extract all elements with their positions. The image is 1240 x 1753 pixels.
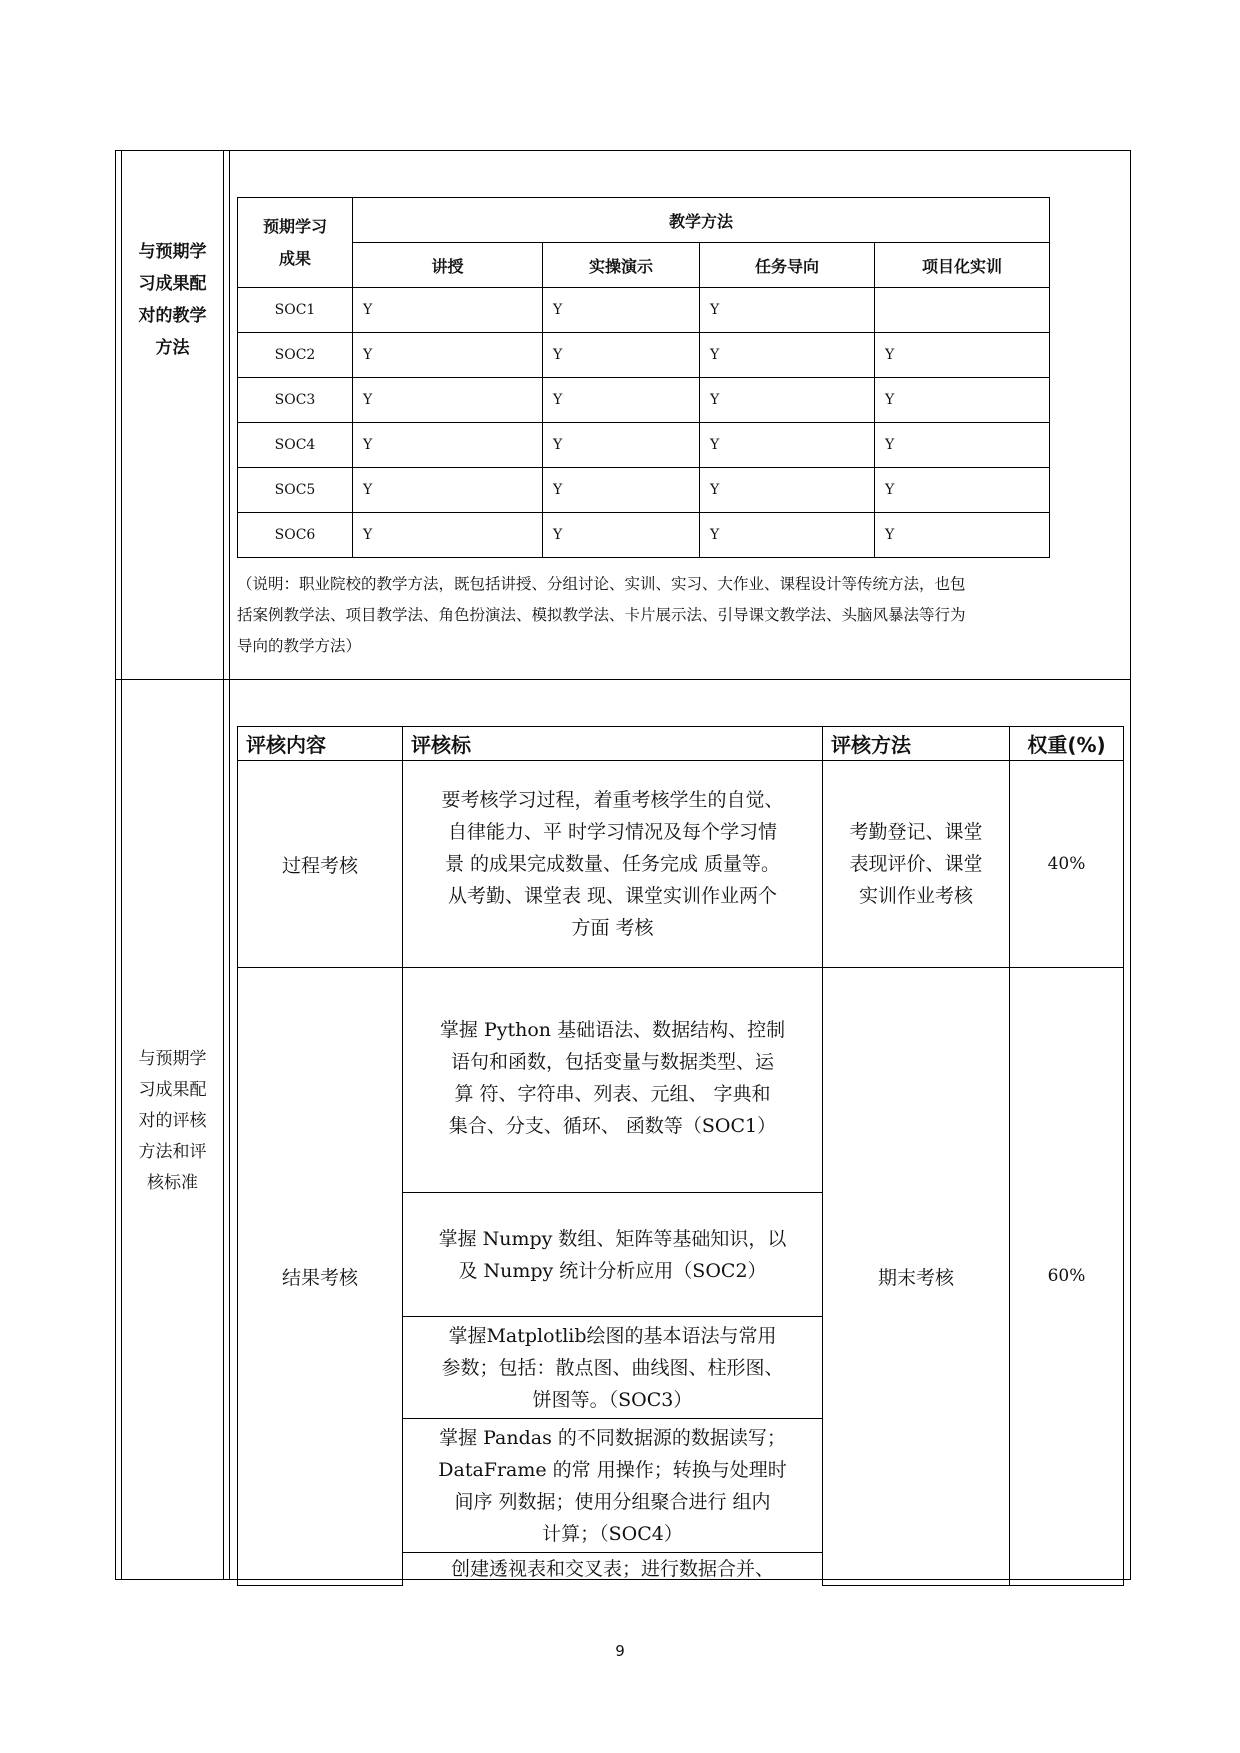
teaching-methods-table [237, 197, 1050, 558]
label-line: 与预期学 [138, 1049, 207, 1069]
label-line: 对的评核 [138, 1111, 207, 1131]
page-number: 9 [615, 1642, 625, 1660]
value-cell: Y [353, 288, 543, 333]
value-cell: Y [543, 468, 700, 513]
value-cell: Y [353, 378, 543, 423]
outcome-header: 预期学习 成果 [238, 198, 353, 288]
label-line: 核标准 [147, 1173, 198, 1193]
soc-cell: SOC3 [238, 378, 353, 423]
outer-border-right [1130, 150, 1131, 1580]
note-line: 括案例教学法、项目教学法、角色扮演法、模拟教学法、卡片展示法、引导课文教学法、头脑风暴法等行为 [237, 606, 966, 624]
result-standard: 掌握 Pandas 的不同数据源的数据读写； DataFrame 的常 用操作；转换与处理时 间序 列数据；使用分组聚合进行 组内 计算；（SOC4） [403, 1419, 823, 1553]
note-line: 导向的教学方法） [237, 637, 362, 655]
table-row [238, 378, 1050, 423]
value-cell: Y [875, 378, 1050, 423]
value-cell: Y [875, 513, 1050, 558]
value-cell [875, 288, 1050, 333]
result-method: 期末考核 [823, 968, 1010, 1586]
table-row [238, 468, 1050, 513]
section1-label [122, 236, 223, 364]
process-row [238, 761, 1124, 968]
table-row [238, 288, 1050, 333]
result-standard: 掌握 Python 基础语法、数据结构、控制 语句和函数，包括变量与数据类型、运 算 符、字符串、列表、元组、 字典和 集合、分支、循环、 函数等（SOC1） [403, 968, 823, 1193]
assessment-table [237, 726, 1124, 1586]
value-cell: Y [543, 423, 700, 468]
table-row [238, 423, 1050, 468]
soc-cell: SOC4 [238, 423, 353, 468]
result-standard: 掌握Matplotlib绘图的基本语法与常用 参数；包括：散点图、曲线图、柱形图、 饼图等。（SOC3） [403, 1317, 823, 1419]
result-row [238, 968, 1124, 1193]
value-cell: Y [543, 378, 700, 423]
process-weight: 40% [1010, 761, 1124, 968]
header-standard: 评核标 [403, 727, 823, 761]
table-header-row [238, 727, 1124, 761]
outer-border-left-inner [121, 150, 122, 1580]
value-cell: Y [700, 378, 875, 423]
process-content: 过程考核 [238, 761, 403, 968]
result-standard: 掌握 Numpy 数组、矩阵等基础知识，以 及 Numpy 统计分析应用（SOC2） [403, 1193, 823, 1317]
value-cell: Y [700, 288, 875, 333]
header-content: 评核内容 [238, 727, 403, 761]
value-cell: Y [700, 513, 875, 558]
value-cell: Y [875, 333, 1050, 378]
value-cell: Y [353, 468, 543, 513]
soc-cell: SOC2 [238, 333, 353, 378]
method-column-header: 任务导向 [700, 243, 875, 288]
note-line: （说明：职业院校的教学方法，既包括讲授、分组讨论、实训、实习、大作业、课程设计等传统方法，也包 [237, 575, 966, 593]
header-method: 评核方法 [823, 727, 1010, 761]
section2-label [122, 1044, 223, 1199]
value-cell: Y [700, 468, 875, 513]
table-subheader-row [238, 243, 1050, 288]
label-line: 对的教学 [138, 306, 207, 326]
label-line: 习成果配 [138, 1080, 207, 1100]
table-row [238, 333, 1050, 378]
soc-cell: SOC5 [238, 468, 353, 513]
label-line: 方法 [155, 338, 190, 358]
value-cell: Y [700, 333, 875, 378]
table-header-row [238, 198, 1050, 243]
process-standard: 要考核学习过程，着重考核学生的自觉、 自律能力、平 时学习情况及每个学习情 景 的成果完成数量、任务完成 质量等。 从考勤、课堂表 现、课堂实训作业两个 方面 考核 [403, 761, 823, 968]
methods-header: 教学方法 [353, 198, 1050, 243]
teaching-methods-note [237, 569, 1127, 662]
method-column-header: 项目化实训 [875, 243, 1050, 288]
header-weight: 权重(%) [1010, 727, 1124, 761]
process-method: 考勤登记、课堂 表现评价、课堂 实训作业考核 [823, 761, 1010, 968]
label-line: 习成果配 [138, 274, 207, 294]
soc-cell: SOC1 [238, 288, 353, 333]
value-cell: Y [700, 423, 875, 468]
outer-border-left [115, 150, 116, 1580]
column-divider-inner [229, 150, 230, 1580]
value-cell: Y [353, 513, 543, 558]
value-cell: Y [353, 423, 543, 468]
result-standard: 创建透视表和交叉表；进行数据合并、 [403, 1553, 823, 1586]
value-cell: Y [543, 333, 700, 378]
method-column-header: 讲授 [353, 243, 543, 288]
value-cell: Y [543, 288, 700, 333]
value-cell: Y [543, 513, 700, 558]
value-cell: Y [875, 423, 1050, 468]
result-content: 结果考核 [238, 968, 403, 1586]
value-cell: Y [875, 468, 1050, 513]
table-row [238, 513, 1050, 558]
label-line: 与预期学 [138, 242, 207, 262]
outer-border-top [115, 150, 1131, 151]
result-weight: 60% [1010, 968, 1124, 1586]
method-column-header: 实操演示 [543, 243, 700, 288]
value-cell: Y [353, 333, 543, 378]
soc-cell: SOC6 [238, 513, 353, 558]
outer-border-mid [115, 679, 1131, 680]
column-divider [223, 150, 224, 1580]
label-line: 方法和评 [138, 1142, 207, 1162]
